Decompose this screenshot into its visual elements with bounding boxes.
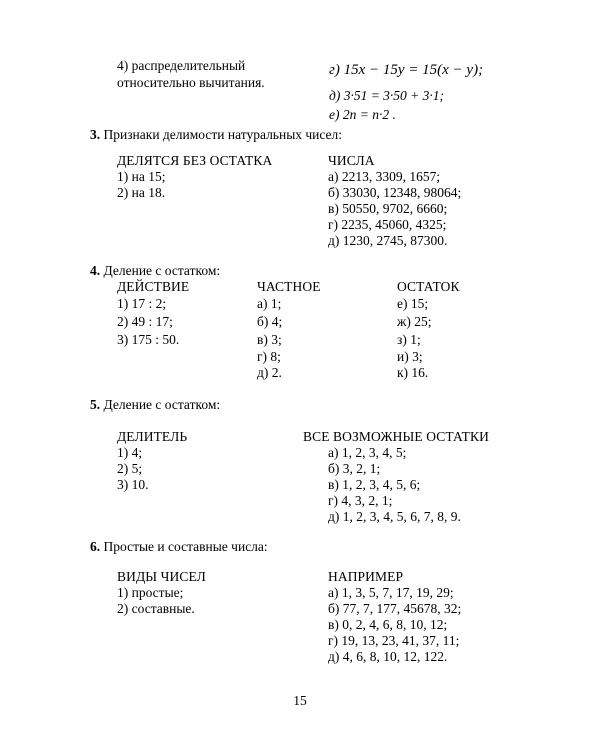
section-3-right-item: а) 2213, 3309, 1657; (328, 169, 441, 184)
section-5-number: 5. (90, 397, 101, 412)
section-4-title: Деление с остатком: (103, 263, 221, 278)
section-6-title: Простые и составные числа: (103, 539, 268, 554)
section-6-left-item: 2) составные. (117, 601, 195, 616)
section-5-right-item: г) 4, 3, 2, 1; (328, 493, 393, 508)
section-5-right-item: а) 1, 2, 3, 4, 5; (328, 445, 407, 460)
section-5-right-item: в) 1, 2, 3, 4, 5, 6; (328, 477, 421, 492)
section-4-action: 2) 49 : 17; (117, 314, 173, 329)
section-3-right-item: б) 33030, 12348, 98064; (328, 185, 462, 200)
section-3-heading (90, 128, 342, 142)
section-4-quotient: в) 3; (257, 332, 282, 347)
section-4-heading (90, 264, 220, 278)
section-6-right-item: а) 1, 3, 5, 7, 17, 19, 29; (328, 585, 454, 600)
section-3-title: Признаки делимости натуральных чисел: (103, 127, 343, 142)
section-6-col-right-header: НАПРИМЕР (328, 569, 404, 584)
section-4-remainder: з) 1; (397, 332, 421, 347)
section-4-col1-header: ДЕЙСТВИЕ (117, 279, 190, 294)
section-6-number: 6. (90, 539, 101, 554)
page-number: 15 (293, 693, 307, 708)
section-4-remainder: е) 15; (397, 296, 429, 311)
section-4-number: 4. (90, 263, 101, 278)
section-3-right-item: г) 2235, 45060, 4325; (328, 217, 447, 232)
prev-option-e: е) 2n = n·2 . (329, 107, 396, 122)
prev-option-g: г) 15x − 15y = 15(x − y); (329, 62, 484, 78)
section-3-col-left-header: ДЕЛЯТСЯ БЕЗ ОСТАТКА (117, 153, 273, 168)
section-5-right-item: д) 1, 2, 3, 4, 5, 6, 7, 8, 9. (328, 509, 461, 524)
section-6-heading (90, 540, 268, 554)
section-4-action: 3) 175 : 50. (117, 332, 180, 347)
section-5-left-item: 3) 10. (117, 477, 149, 492)
section-5-heading (90, 398, 220, 412)
section-4-action: 1) 17 : 2; (117, 296, 167, 311)
section-5-left-item: 2) 5; (117, 461, 143, 476)
section-6-right-item: б) 77, 7, 177, 45678, 32; (328, 601, 462, 616)
section-5-right-item: б) 3, 2, 1; (328, 461, 381, 476)
section-6-right-item: г) 19, 13, 23, 41, 37, 11; (328, 633, 460, 648)
section-3-number: 3. (90, 127, 101, 142)
section-3-right-item: в) 50550, 9702, 6660; (328, 201, 448, 216)
prev-left-line-2: относительно вычитания. (117, 75, 265, 90)
section-4-quotient: г) 8; (257, 349, 281, 364)
prev-option-d: д) 3·51 = 3·50 + 3·1; (329, 88, 445, 103)
section-5-col-right-header: ВСЕ ВОЗМОЖНЫЕ ОСТАТКИ (303, 429, 489, 444)
section-6-right-item: д) 4, 6, 8, 10, 12, 122. (328, 649, 448, 664)
section-6-right-item: в) 0, 2, 4, 6, 8, 10, 12; (328, 617, 448, 632)
section-4-quotient: д) 2. (257, 365, 282, 380)
section-5-left-item: 1) 4; (117, 445, 143, 460)
section-4-quotient: а) 1; (257, 296, 282, 311)
section-6-left-item: 1) простые; (117, 585, 184, 600)
section-6-col-left-header: ВИДЫ ЧИСЕЛ (117, 569, 206, 584)
section-3-col-right-header: ЧИСЛА (328, 153, 375, 168)
section-4-col3-header: ОСТАТОК (397, 279, 460, 294)
section-4-quotient: б) 4; (257, 314, 283, 329)
section-4-col2-header: ЧАСТНОЕ (257, 279, 321, 294)
section-3-left-item: 1) на 15; (117, 169, 166, 184)
section-3-left-item: 2) на 18. (117, 185, 166, 200)
section-3-right-item: д) 1230, 2745, 87300. (328, 233, 448, 248)
section-5-title: Деление с остатком: (103, 397, 221, 412)
prev-left-line-1: 4) распределительный (117, 58, 246, 73)
section-4-remainder: и) 3; (397, 349, 423, 364)
section-4-remainder: ж) 25; (397, 314, 432, 329)
section-5-col-left-header: ДЕЛИТЕЛЬ (117, 429, 188, 444)
section-4-remainder: к) 16. (397, 365, 429, 380)
